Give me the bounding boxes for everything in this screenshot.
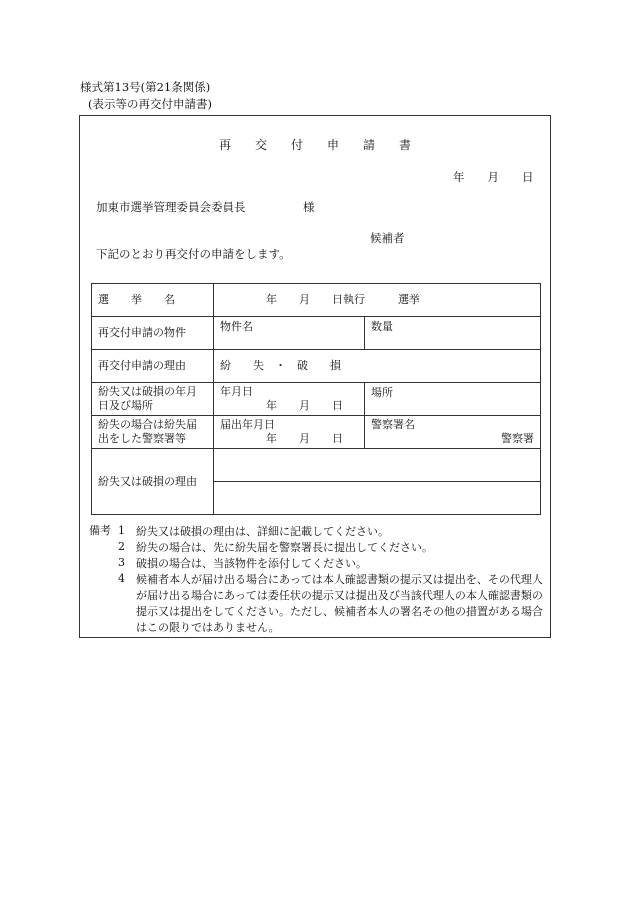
item-label: 再交付申請の物件 bbox=[92, 317, 214, 350]
table-row bbox=[92, 416, 541, 449]
note-number: 1 bbox=[118, 524, 125, 537]
application-table bbox=[91, 283, 541, 515]
note-number: 2 bbox=[118, 540, 125, 553]
note-text: 紛失の場合は、先に紛失届を警察署長に提出してください。 bbox=[136, 541, 433, 554]
table-row bbox=[92, 350, 541, 383]
application-date: 年 月 日 bbox=[453, 170, 534, 184]
police-report-label: 紛失の場合は紛失届 出をした警察署等 bbox=[92, 416, 214, 449]
table-row bbox=[92, 317, 541, 350]
note-number: 3 bbox=[118, 556, 125, 569]
note-text: 破損の場合は、当該物件を添付してください。 bbox=[136, 557, 367, 570]
loss-reason-field-line-1[interactable] bbox=[214, 449, 541, 482]
document-title: 再 交 付 申 請 書 bbox=[218, 138, 411, 152]
candidate-label: 候補者 bbox=[370, 231, 405, 245]
note-text: 候補者本人が届け出る場合にあっては本人確認書類の提示又は提出を、その代理人が届け出る場合にあっては委任状の提示又は提出及び当該代理人の本人確認書類の提示又は提出をしてください。ただし、候補者本人の署名その他の措置がある場合はこの限りではありません。 bbox=[136, 573, 543, 634]
loss-date-field[interactable]: 年月日 年 月 日 bbox=[214, 383, 365, 416]
item-quantity-field[interactable]: 数量 bbox=[365, 317, 541, 350]
election-name-label: 選 挙 名 bbox=[92, 284, 214, 317]
reason-value[interactable]: 紛 失 ・ 破 損 bbox=[214, 350, 541, 383]
remarks-label: 備考 bbox=[89, 524, 111, 537]
election-name-value[interactable]: 年 月 日執行 選挙 bbox=[214, 284, 541, 317]
loss-date-place-label: 紛失又は破損の年月 日及び場所 bbox=[92, 383, 214, 416]
item-name-field[interactable]: 物件名 bbox=[214, 317, 365, 350]
table-row bbox=[92, 284, 541, 317]
loss-place-field[interactable]: 場所 bbox=[365, 383, 541, 416]
note-text: 紛失又は破損の理由は、詳細に記載してください。 bbox=[136, 525, 389, 538]
loss-reason-field-line-2[interactable] bbox=[214, 482, 541, 515]
loss-reason-label: 紛失又は破損の理由 bbox=[92, 449, 214, 515]
declaration-text: 下記のとおり再交付の申請をします。 bbox=[96, 247, 291, 261]
reason-label: 再交付申請の理由 bbox=[92, 350, 214, 383]
police-station-field[interactable]: 警察署名 警察署 bbox=[365, 416, 541, 449]
table-row bbox=[92, 383, 541, 416]
form-number: 様式第13号(第21条関係) bbox=[80, 80, 211, 94]
form-subtitle: (表示等の再交付申請書) bbox=[88, 97, 212, 111]
report-date-field[interactable]: 届出年月日 年 月 日 bbox=[214, 416, 365, 449]
note-number: 4 bbox=[118, 572, 125, 585]
table-row bbox=[92, 449, 541, 482]
addressee: 加東市選挙管理委員会委員長 様 bbox=[96, 200, 315, 214]
